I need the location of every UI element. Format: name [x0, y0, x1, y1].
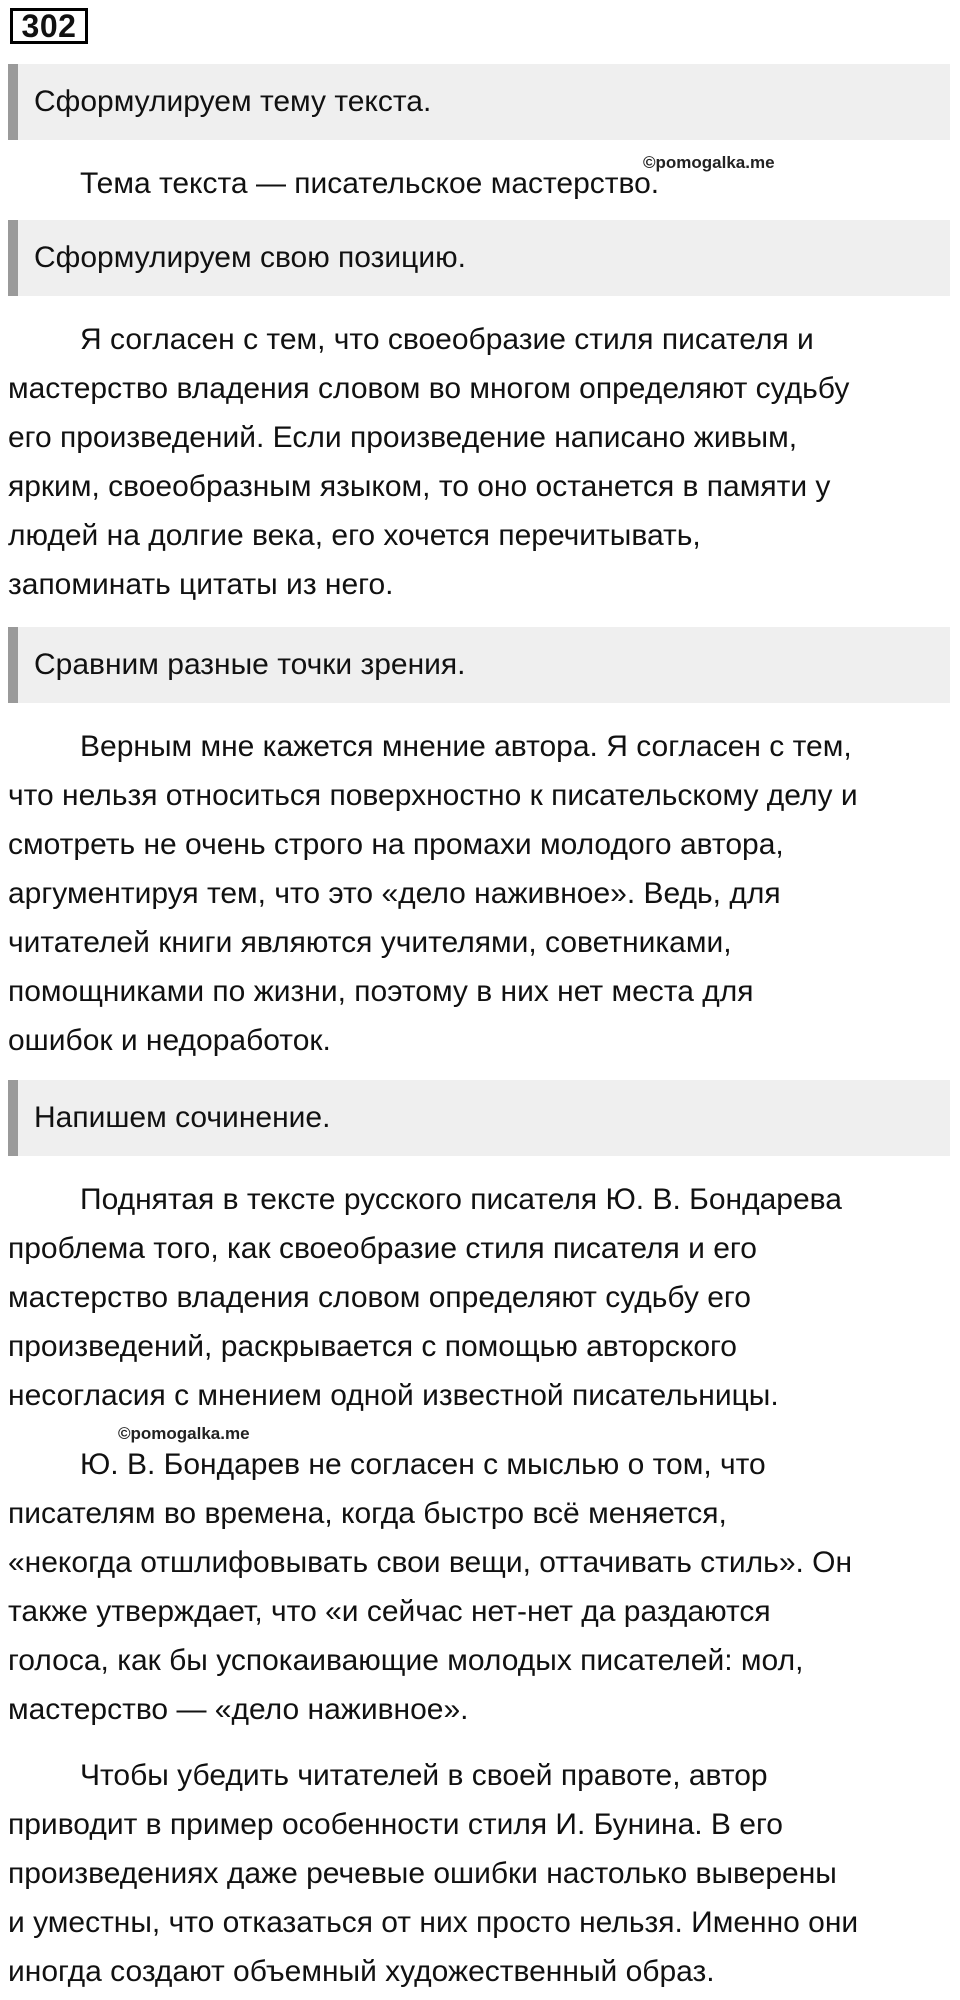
- text-line: его произведений. Если произведение написано живым,: [8, 421, 798, 454]
- text-line: мастерство — «дело наживное».: [8, 1693, 469, 1726]
- text-line: запоминать цитаты из него.: [8, 568, 394, 601]
- text-line: ярким, своеобразным языком, то оно останется в памяти у: [8, 470, 831, 503]
- section-header-topic: Сформулируем тему текста.: [8, 64, 950, 140]
- paragraph-topic: [8, 159, 954, 208]
- text-line: Верным мне кажется мнение автора. Я согласен с тем,: [80, 730, 852, 763]
- text-line: «некогда отшлифовывать свои вещи, оттачивать стиль». Он: [8, 1546, 853, 1579]
- text-line: Тема текста — писательское мастерство.: [80, 167, 660, 200]
- essay-paragraph-3: [8, 1751, 954, 1996]
- text-line: Поднятая в тексте русского писателя Ю. В. Бондарева: [80, 1183, 842, 1216]
- text-line: голоса, как бы успокаивающие молодых писателей: мол,: [8, 1644, 804, 1677]
- section-header-essay: Напишем сочинение.: [8, 1080, 950, 1156]
- text-line: несогласия с мнением одной известной писательницы.: [8, 1379, 779, 1412]
- paragraph-comparison: [8, 722, 954, 1065]
- essay-paragraph-1: [8, 1175, 954, 1420]
- text-line: помощниками по жизни, поэтому в них нет места для: [8, 975, 754, 1008]
- text-line: также утверждает, что «и сейчас нет-нет да раздаются: [8, 1595, 771, 1628]
- task-number: 302: [10, 8, 88, 44]
- text-line: Чтобы убедить читателей в своей правоте, автор: [80, 1759, 768, 1792]
- text-line: аргументируя тем, что это «дело наживное». Ведь, для: [8, 877, 781, 910]
- section-header-comparison: Сравним разные точки зрения.: [8, 627, 950, 703]
- text-line: произведений, раскрывается с помощью авторского: [8, 1330, 737, 1363]
- section-header-position: Сформулируем свою позицию.: [8, 220, 950, 296]
- essay-paragraph-2: [8, 1440, 954, 1734]
- text-line: и уместны, что отказаться от них просто нельзя. Именно они: [8, 1906, 859, 1939]
- text-line: смотреть не очень строго на промахи молодого автора,: [8, 828, 784, 861]
- text-line: что нельзя относиться поверхностно к писательскому делу и: [8, 779, 858, 812]
- text-line: иногда создают объемный художественный образ.: [8, 1955, 715, 1988]
- text-line: проблема того, как своеобразие стиля писателя и его: [8, 1232, 757, 1265]
- text-line: писателям во времена, когда быстро всё меняется,: [8, 1497, 727, 1530]
- text-line: читателей книги являются учителями, советниками,: [8, 926, 732, 959]
- text-line: Я согласен с тем, что своеобразие стиля писателя и: [80, 323, 814, 356]
- text-line: ошибок и недоработок.: [8, 1024, 331, 1057]
- text-line: произведениях даже речевые ошибки настолько выверены: [8, 1857, 837, 1890]
- watermark-top: ©pomogalka.me: [643, 153, 775, 172]
- paragraph-position: [8, 315, 954, 609]
- text-line: приводит в пример особенности стиля И. Бунина. В его: [8, 1808, 783, 1841]
- text-line: Ю. В. Бондарев не согласен с мыслью о том, что: [80, 1448, 766, 1481]
- watermark-middle: ©pomogalka.me: [118, 1424, 250, 1443]
- text-line: мастерство владения словом определяют судьбу его: [8, 1281, 751, 1314]
- text-line: мастерство владения словом во многом определяют судьбу: [8, 372, 850, 405]
- text-line: людей на долгие века, его хочется перечитывать,: [8, 519, 701, 552]
